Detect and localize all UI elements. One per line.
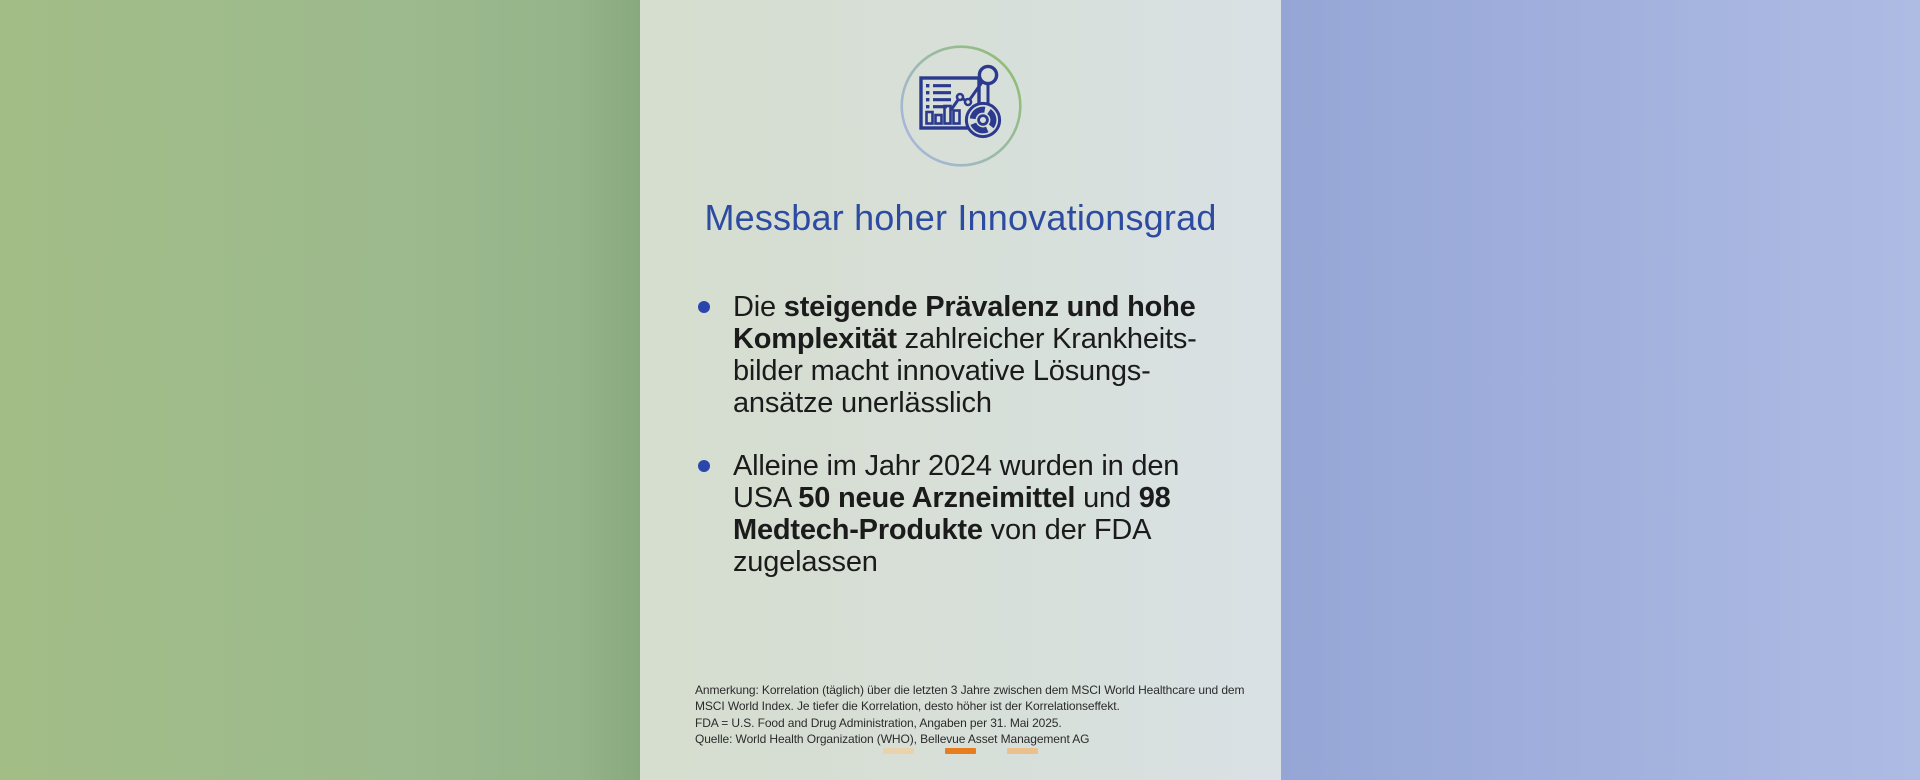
carousel-indicator[interactable]	[1007, 748, 1038, 754]
carousel-indicator[interactable]	[883, 748, 914, 754]
background-right-gradient	[1281, 0, 1920, 780]
slide-panel	[640, 0, 1281, 780]
footnote: Anmerkung: Korrelation (täglich) über die letzten 3 Jahre zwischen dem MSCI World Healthcare und dem MSCI World Index. Je tiefer die Korrelation, desto höher ist der Korrelationseffekt. FDA = U.S. Food and Drug Administration, Angaben per 31. Mai 2025. Quelle: World Health Organization (WHO), Bellevue Asset Management AG	[695, 683, 1245, 746]
bullet-item	[698, 291, 1228, 419]
bullet-item	[698, 450, 1228, 578]
background-left-gradient	[0, 0, 640, 780]
carousel-indicator-active[interactable]	[945, 748, 976, 754]
bullet-dot-icon	[698, 301, 710, 313]
analytics-dashboard-icon	[899, 44, 1023, 168]
carousel-indicators	[640, 748, 1281, 754]
slide-title: Messbar hoher Innovationsgrad	[704, 197, 1217, 238]
bullet-dot-icon	[698, 460, 710, 472]
bullet-text: Die steigende Prävalenz und hohe Komplexität zahlreicher Krankheits- bilder macht innovative Lösungs- ansätze unerlässlich	[733, 291, 1197, 419]
bullet-list	[698, 291, 1228, 609]
bullet-text: Alleine im Jahr 2024 wurden in den USA 50 neue Arzneimittel und 98 Medtech-Produkte von der FDA zugelassen	[733, 450, 1180, 578]
